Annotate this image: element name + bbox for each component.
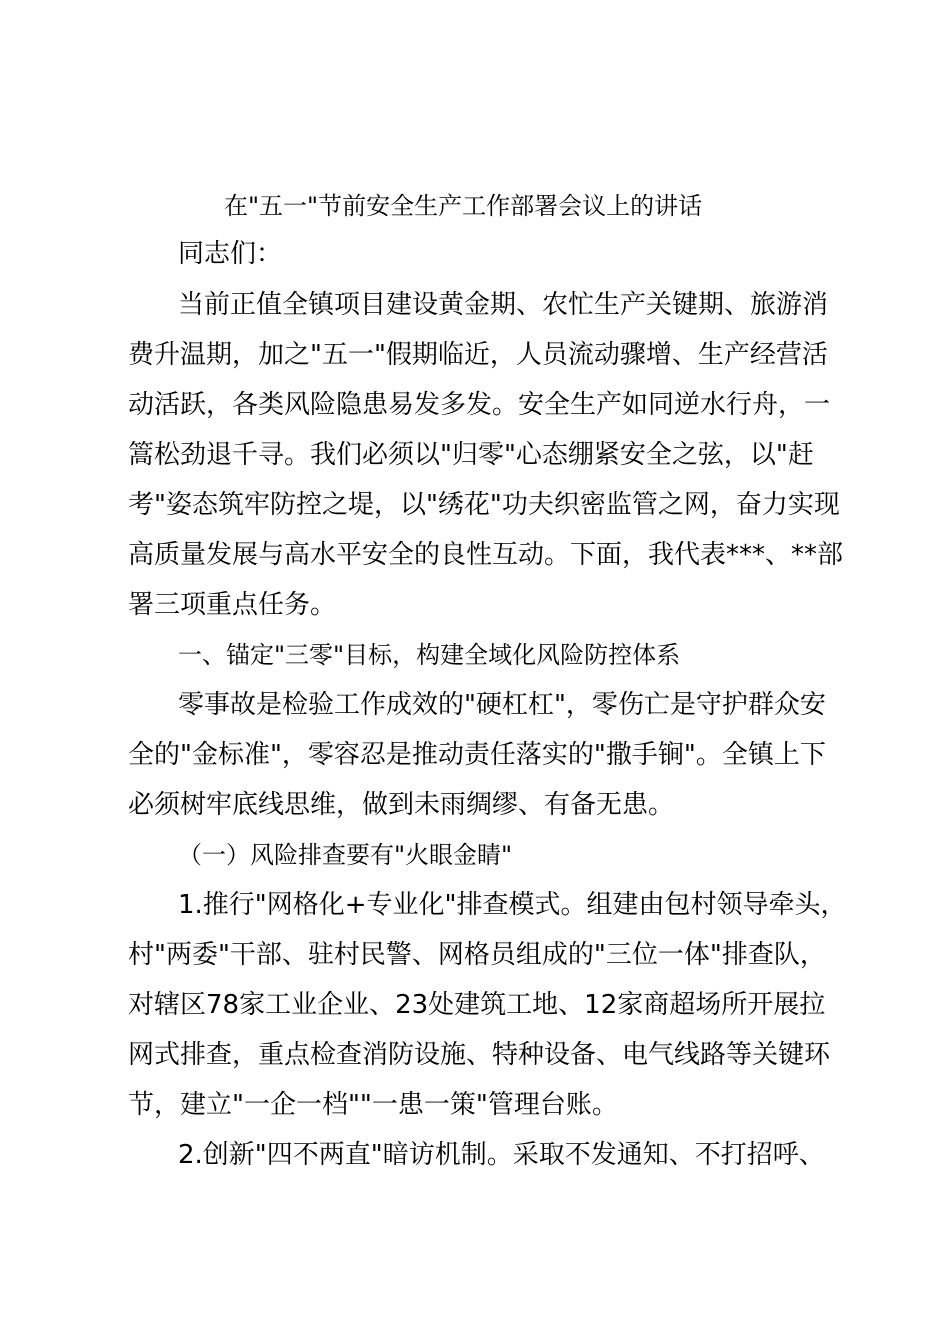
salutation: 同志们： xyxy=(178,239,283,269)
paragraph-line: 署三项重点任务。 xyxy=(128,590,337,620)
paragraph-line: 村"两委"干部、驻村民警、网格员组成的"三位一体"排查队， xyxy=(128,940,826,970)
paragraph-line: 节，建立"一企一档""一患一策"管理台账。 xyxy=(128,1090,618,1120)
paragraph-line: 1.推行"网格化+专业化"排查模式。组建由包村领导牵头， xyxy=(178,890,847,920)
paragraph-line: 对辖区78家工业企业、23处建筑工地、12家商超场所开展拉 xyxy=(128,990,826,1020)
paragraph-line: 必须树牢底线思维，做到未雨绸缪、有备无患。 xyxy=(128,790,675,820)
paragraph-line: 费升温期，加之"五一"假期临近，人员流动骤增、生产经营活 xyxy=(128,340,828,370)
section-heading: 一、锚定"三零"目标，构建全域化风险防控体系 xyxy=(178,641,681,669)
paragraph-line: 零事故是检验工作成效的"硬杠杠"，零伤亡是守护群众安 xyxy=(178,690,826,720)
paragraph-line: 网式排查，重点检查消防设施、特种设备、电气线路等关键环 xyxy=(128,1040,831,1070)
paragraph-line: 当前正值全镇项目建设黄金期、农忙生产关键期、旅游消 xyxy=(178,290,829,320)
paragraph-line: 动活跃，各类风险隐患易发多发。安全生产如同逆水行舟，一 xyxy=(128,390,831,420)
paragraph-line: 篙松劲退千寻。我们必须以"归零"心态绷紧安全之弦，以"赶 xyxy=(128,440,814,470)
paragraph-line: 2.创新"四不两直"暗访机制。采取不发通知、不打招呼、 xyxy=(178,1140,825,1170)
paragraph-line: 全的"金标准"，零容忍是推动责任落实的"撒手锏"。全镇上下 xyxy=(128,740,826,770)
document-title: 在"五一"节前安全生产工作部署会议上的讲话 xyxy=(224,192,703,220)
paragraph-line: 高质量发展与高水平安全的良性互动。下面，我代表***、**部 xyxy=(128,540,844,570)
subsection-heading: （一）风险排查要有"火眼金睛" xyxy=(178,841,513,869)
paragraph-line: 考"姿态筑牢防控之堤，以"绣花"功夫织密监管之网，奋力实现 xyxy=(128,490,840,520)
